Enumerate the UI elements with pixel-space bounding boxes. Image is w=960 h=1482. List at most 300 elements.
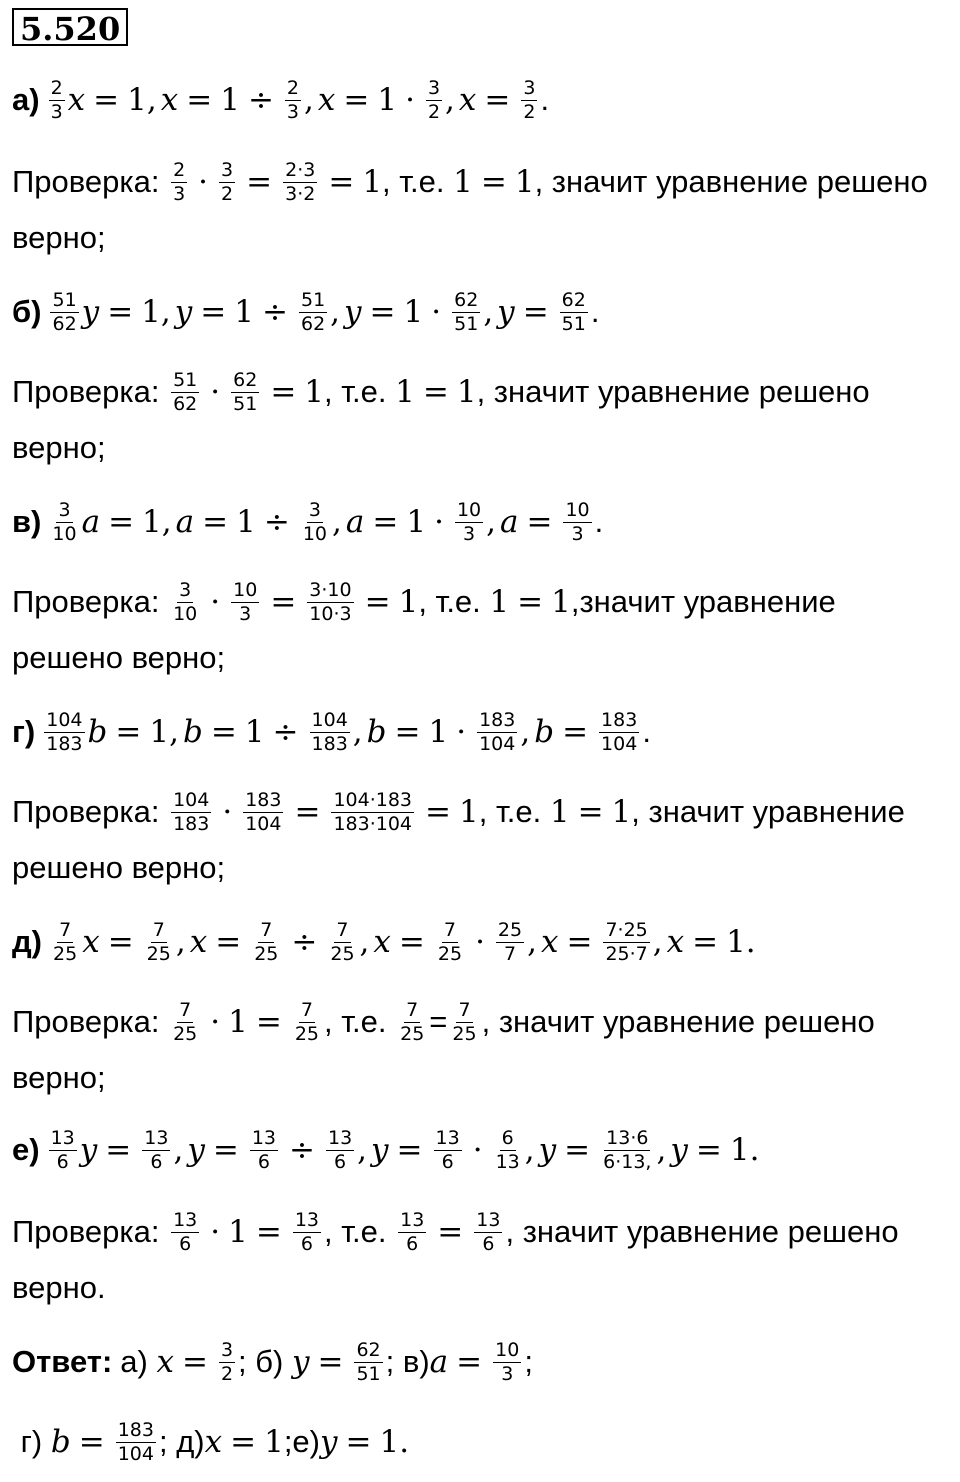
fraction — [252, 920, 280, 965]
fraction-denominator: 51 — [454, 312, 479, 335]
text: , значит уравнение — [631, 794, 905, 829]
math-number: 1 — [141, 294, 161, 330]
fraction — [563, 500, 591, 545]
math-operator: · — [210, 1004, 221, 1040]
fraction-numerator: 10 — [565, 498, 590, 521]
math-number: 1 — [236, 504, 256, 540]
text: ; д) — [158, 1424, 205, 1459]
fraction-denominator: 6 — [482, 1232, 495, 1255]
math-comma: , — [359, 924, 370, 960]
text: ; в) — [385, 1344, 430, 1379]
math-number: 1 — [611, 794, 632, 830]
math-comma: , — [527, 924, 537, 960]
fraction — [142, 1128, 170, 1173]
fraction-numerator: 2 — [50, 76, 63, 99]
fraction-denominator: 183 — [173, 812, 210, 835]
part-label: а) — [12, 82, 40, 117]
fraction — [455, 500, 483, 545]
fraction-numerator: 2 — [173, 158, 186, 181]
problem-number: 5.520 — [12, 8, 128, 46]
math-comma: , — [161, 504, 172, 540]
text: ; — [524, 1344, 533, 1379]
math-number: 1 — [456, 374, 477, 410]
math-variable: b — [366, 714, 387, 750]
solution-line — [12, 638, 225, 678]
text: , т.е. — [324, 374, 396, 409]
fraction-numerator: 13 — [476, 1208, 501, 1231]
fraction-denominator: 25 — [400, 1022, 425, 1045]
math-number: 1 — [220, 82, 240, 118]
solution-line — [12, 288, 600, 335]
fraction-denominator: 3 — [50, 100, 63, 123]
fraction-numerator: 13·6 — [606, 1126, 649, 1149]
math-operator: = — [107, 294, 134, 330]
fraction — [243, 790, 283, 835]
fraction-numerator: 183 — [601, 708, 638, 731]
math-comma: , — [652, 924, 663, 960]
fraction-numerator: 62 — [454, 288, 479, 311]
fraction — [496, 920, 524, 965]
math-operator: = — [270, 374, 297, 410]
fraction-numerator: 7 — [406, 998, 419, 1021]
math-operator: = — [484, 82, 511, 118]
fraction — [301, 500, 329, 545]
fraction-denominator: 10 — [52, 522, 77, 545]
math-operator: = — [215, 924, 242, 960]
fraction-denominator: 6 — [179, 1232, 192, 1255]
fraction-denominator: 3 — [286, 100, 300, 123]
solution-line — [12, 428, 106, 468]
fraction — [50, 500, 78, 545]
fraction — [310, 710, 350, 755]
math-number: 1 — [304, 374, 325, 410]
text: ; б) — [238, 1344, 292, 1379]
fraction-numerator: 2·3 — [285, 158, 316, 181]
fraction-numerator: 7·25 — [605, 918, 648, 941]
math-operator: = — [202, 504, 229, 540]
fraction — [474, 1210, 502, 1255]
math-operator: = — [564, 1132, 591, 1168]
fraction-numerator: 104·183 — [333, 788, 413, 811]
fraction-denominator: 104 — [601, 732, 638, 755]
fraction-denominator: 25 — [53, 942, 78, 965]
fraction-denominator: 2 — [221, 182, 234, 205]
math-variable: x — [189, 924, 208, 960]
fraction-numerator: 7 — [458, 998, 471, 1021]
fraction — [250, 1128, 278, 1173]
solution-line — [12, 1058, 106, 1098]
fraction-numerator: 51 — [173, 368, 198, 391]
math-variable: y — [320, 1424, 338, 1460]
solution-line — [12, 788, 905, 835]
text: решено верно; — [12, 850, 226, 885]
text: . — [594, 504, 604, 539]
math-comma: , — [175, 924, 186, 960]
solution-line — [12, 1338, 533, 1385]
math-number: 1 — [459, 794, 479, 830]
fraction-denominator: 104 — [245, 812, 282, 835]
fraction-numerator: 3 — [523, 76, 536, 99]
math-variable: y — [497, 294, 515, 330]
math-comma: , — [483, 294, 494, 330]
text: Проверка: — [12, 164, 169, 199]
fraction — [171, 790, 211, 835]
fraction — [231, 580, 259, 625]
math-number: 1 — [149, 714, 170, 750]
fraction — [452, 290, 480, 335]
math-comma: , — [330, 294, 341, 330]
math-operator: = — [317, 1344, 344, 1380]
math-operator: = — [566, 924, 593, 960]
math-number: 1 — [489, 584, 510, 620]
fraction-numerator: 51 — [300, 288, 326, 311]
text: , т.е. — [478, 794, 550, 829]
math-operator: = — [78, 1424, 105, 1460]
text: = — [429, 1004, 448, 1039]
fraction-numerator: 10 — [233, 578, 258, 601]
math-variable: x — [67, 82, 86, 118]
math-operator: · — [210, 1214, 221, 1250]
fraction-numerator: 3·10 — [309, 578, 352, 601]
math-comma: , — [352, 714, 363, 750]
fraction-denominator: 3 — [571, 522, 584, 545]
math-number: 1 — [234, 294, 254, 330]
math-variable: y — [79, 1132, 98, 1168]
math-operator: = — [255, 1214, 282, 1250]
math-operator: = — [328, 164, 355, 200]
math-number: 1 — [228, 1004, 248, 1040]
fraction — [493, 1340, 521, 1385]
solution-line — [12, 998, 875, 1045]
math-number: 1 — [453, 164, 473, 200]
math-operator: · — [456, 714, 467, 750]
fraction-denominator: 51 — [233, 392, 258, 415]
text: , т.е. — [324, 1214, 396, 1249]
fraction-denominator: 25 — [254, 942, 279, 965]
fraction — [601, 1128, 653, 1173]
fraction — [603, 920, 649, 965]
fraction-numerator: 3 — [220, 1338, 234, 1361]
fraction — [599, 710, 639, 755]
math-operator: = — [186, 82, 213, 118]
fraction-denominator: 25 — [294, 1022, 320, 1045]
solution-line — [12, 1126, 760, 1173]
fraction — [307, 580, 353, 625]
math-operator: = — [181, 1344, 208, 1380]
math-variable: x — [82, 924, 100, 960]
math-operator: = — [294, 794, 321, 830]
fraction-numerator: 10 — [495, 1338, 520, 1361]
fraction-numerator: 2 — [286, 76, 300, 99]
math-comma: , — [160, 294, 171, 330]
fraction-numerator: 62 — [233, 368, 258, 391]
math-comma: , — [524, 1132, 535, 1168]
fraction-denominator: 10 — [173, 602, 198, 625]
text: Проверка: — [12, 794, 169, 829]
part-label: г) — [12, 714, 36, 749]
text: ;е) — [283, 1424, 320, 1459]
fraction-numerator: 13 — [144, 1126, 169, 1149]
fraction-numerator: 13 — [294, 1208, 320, 1231]
math-operator: · — [431, 294, 442, 330]
text: . — [540, 82, 550, 117]
math-variable: x — [540, 924, 559, 960]
text: , т.е. — [382, 164, 454, 199]
math-number: 1 — [377, 82, 398, 118]
math-variable: a — [345, 504, 365, 540]
math-operator: = — [480, 164, 507, 200]
math-operator: = — [108, 504, 135, 540]
fraction-denominator: 25 — [437, 942, 463, 965]
math-operator: = — [343, 82, 370, 118]
fraction-denominator: 25 — [146, 942, 171, 965]
math-number: 1 — [142, 504, 162, 540]
solution-line — [12, 708, 651, 755]
fraction-denominator: 51 — [561, 312, 586, 335]
fraction-denominator: 6 — [56, 1150, 69, 1173]
math-comma: , — [146, 82, 157, 118]
math-comma: , — [486, 504, 496, 540]
solution-line — [12, 1268, 106, 1308]
fraction — [354, 1340, 382, 1385]
part-label: е) — [12, 1132, 40, 1167]
fraction-denominator: 62 — [300, 312, 326, 335]
fraction — [219, 160, 235, 205]
text: , значит уравнение решено — [505, 1214, 899, 1249]
fraction — [398, 1210, 426, 1255]
fraction-denominator: 104 — [479, 732, 516, 755]
fraction-numerator: 104 — [46, 708, 83, 731]
fraction — [326, 1128, 354, 1173]
text: . — [590, 294, 600, 329]
fraction-numerator: 3 — [179, 578, 192, 601]
fraction — [49, 1128, 77, 1173]
math-variable: y — [291, 1344, 310, 1380]
math-number: 1 — [362, 164, 383, 200]
text: верно. — [12, 1270, 106, 1305]
math-variable: y — [371, 1132, 389, 1168]
text: , т.е. — [324, 1004, 396, 1039]
fraction — [299, 290, 327, 335]
text: ,значит уравнение — [570, 584, 836, 619]
math-number: 1 — [398, 584, 419, 620]
fraction-denominator: 104 — [117, 1442, 154, 1465]
text: , значит уравнение решено — [476, 374, 870, 409]
fraction-numerator: 13 — [173, 1208, 198, 1231]
fraction-denominator: 3 — [173, 182, 186, 205]
math-number: 1 — [549, 794, 570, 830]
fraction-numerator: 7 — [59, 918, 72, 941]
math-operator: = — [115, 714, 142, 750]
math-operator: = — [107, 924, 134, 960]
fraction-denominator: 62 — [173, 392, 198, 415]
fraction-denominator: 3 — [239, 602, 252, 625]
math-operator: = — [270, 584, 297, 620]
math-operator: ÷ — [291, 924, 318, 960]
fraction-denominator: 25 — [452, 1022, 477, 1045]
fraction-denominator: 6 — [334, 1150, 347, 1173]
text: а) — [120, 1344, 157, 1379]
fraction-numerator: 3 — [427, 76, 441, 99]
solution-line — [12, 76, 550, 123]
math-number: 1. — [726, 924, 756, 960]
math-number: 1 — [406, 504, 427, 540]
fraction-numerator: 25 — [497, 918, 523, 941]
math-operator: = — [345, 1424, 372, 1460]
math-variable: a — [499, 504, 519, 540]
fraction-denominator: 6 — [406, 1232, 419, 1255]
fraction — [44, 710, 84, 755]
fraction — [171, 370, 199, 415]
math-operator: ÷ — [247, 82, 274, 118]
fraction — [50, 290, 78, 335]
math-operator: · — [210, 584, 221, 620]
fraction-numerator: 183 — [245, 788, 282, 811]
math-operator: = — [695, 1132, 722, 1168]
solution-line — [12, 1208, 899, 1255]
math-variable: b — [534, 714, 555, 750]
fraction-numerator: 3 — [221, 158, 234, 181]
math-operator: = — [394, 714, 421, 750]
math-operator: ÷ — [263, 504, 290, 540]
text: , значит уравнение решено — [481, 1004, 875, 1039]
fraction-denominator: 10·3 — [309, 602, 352, 625]
fraction-denominator: 3 — [462, 522, 476, 545]
fraction — [477, 710, 517, 755]
math-operator: = — [210, 714, 237, 750]
math-operator: = — [422, 374, 449, 410]
fraction — [494, 1128, 522, 1173]
text: Проверка: — [12, 374, 169, 409]
fraction-numerator: 13 — [327, 1126, 353, 1149]
fraction-numerator: 183 — [117, 1418, 154, 1441]
math-number: 1 — [395, 374, 415, 410]
math-operator: = — [230, 1424, 257, 1460]
text: верно; — [12, 1060, 106, 1095]
math-operator: = — [396, 1132, 423, 1168]
math-variable: b — [87, 714, 108, 750]
fraction — [293, 1000, 321, 1045]
math-variable: x — [317, 82, 336, 118]
fraction — [171, 1000, 199, 1045]
math-number: 1 — [264, 1424, 284, 1460]
fraction — [436, 920, 464, 965]
fraction-denominator: 183·104 — [333, 812, 413, 835]
math-variable: a — [81, 504, 101, 540]
fraction-numerator: 7 — [179, 998, 192, 1021]
fraction — [116, 1420, 156, 1465]
math-comma: , — [332, 504, 342, 540]
math-variable: x — [458, 82, 477, 118]
fraction — [331, 790, 414, 835]
fraction-numerator: 183 — [479, 708, 516, 731]
math-number: 1 — [228, 1214, 248, 1250]
fraction — [560, 290, 588, 335]
math-operator: = — [105, 1132, 132, 1168]
math-variable: x — [160, 82, 179, 118]
math-comma: , — [173, 1132, 184, 1168]
math-variable: x — [204, 1424, 223, 1460]
fraction-denominator: 6·13, — [603, 1150, 652, 1173]
math-variable: y — [187, 1132, 205, 1168]
math-operator: · — [405, 82, 415, 118]
fraction — [521, 78, 537, 123]
fraction — [293, 1210, 321, 1255]
fraction — [145, 920, 173, 965]
math-operator: = — [398, 924, 425, 960]
text: верно; — [12, 220, 106, 255]
math-variable: y — [538, 1132, 557, 1168]
fraction-numerator: 6 — [501, 1126, 514, 1149]
math-operator: ÷ — [272, 714, 299, 750]
math-operator: = — [437, 1214, 464, 1250]
solution-line — [12, 218, 106, 258]
math-operator: = — [526, 504, 553, 540]
math-number: 1 — [428, 714, 449, 750]
math-operator: · — [434, 504, 444, 540]
fraction-numerator: 62 — [561, 288, 586, 311]
math-comma: , — [656, 1132, 667, 1168]
fraction-numerator: 10 — [456, 498, 482, 521]
math-variable: x — [373, 924, 391, 960]
text: , значит уравнение решено — [534, 164, 928, 199]
fraction-numerator: 7 — [336, 918, 349, 941]
solution-line — [12, 848, 225, 888]
solution-line — [12, 368, 870, 415]
text: решено верно; — [12, 640, 226, 675]
math-comma: , — [304, 82, 314, 118]
solution-line — [12, 158, 928, 205]
solution-line — [12, 498, 604, 545]
math-comma: , — [520, 714, 531, 750]
fraction-denominator: 10 — [302, 522, 328, 545]
part-label: д) — [12, 924, 43, 959]
text: верно; — [12, 430, 106, 465]
text: . — [642, 714, 651, 749]
fraction-numerator: 7 — [300, 998, 313, 1021]
fraction-numerator: 3 — [308, 498, 321, 521]
text: Проверка: — [12, 1214, 169, 1249]
fraction-denominator: 25 — [173, 1022, 198, 1045]
fraction-numerator: 13 — [435, 1126, 460, 1149]
fraction-denominator: 3 — [501, 1362, 514, 1385]
fraction-denominator: 6 — [257, 1150, 270, 1173]
math-variable: a — [175, 504, 195, 540]
fraction-denominator: 51 — [356, 1362, 381, 1385]
fraction — [426, 78, 442, 123]
math-variable: b — [182, 714, 203, 750]
fraction-numerator: 13 — [50, 1126, 75, 1149]
math-number: 1 — [403, 294, 424, 330]
fraction-denominator: 183 — [46, 732, 83, 755]
math-operator: · — [472, 1132, 483, 1168]
fraction — [231, 370, 259, 415]
math-operator: = — [372, 504, 399, 540]
text: , т.е. — [418, 584, 490, 619]
fraction — [328, 920, 356, 965]
fraction-denominator: 2 — [427, 100, 441, 123]
math-comma: , — [357, 1132, 368, 1168]
fraction-denominator: 25 — [330, 942, 355, 965]
math-operator: · — [210, 374, 221, 410]
fraction-numerator: 104 — [173, 788, 210, 811]
math-operator: = — [522, 294, 549, 330]
math-operator: ÷ — [289, 1132, 315, 1168]
part-label: в) — [12, 504, 42, 539]
math-comma: , — [445, 82, 455, 118]
math-operator: ÷ — [262, 294, 288, 330]
fraction-numerator: 7 — [152, 918, 165, 941]
